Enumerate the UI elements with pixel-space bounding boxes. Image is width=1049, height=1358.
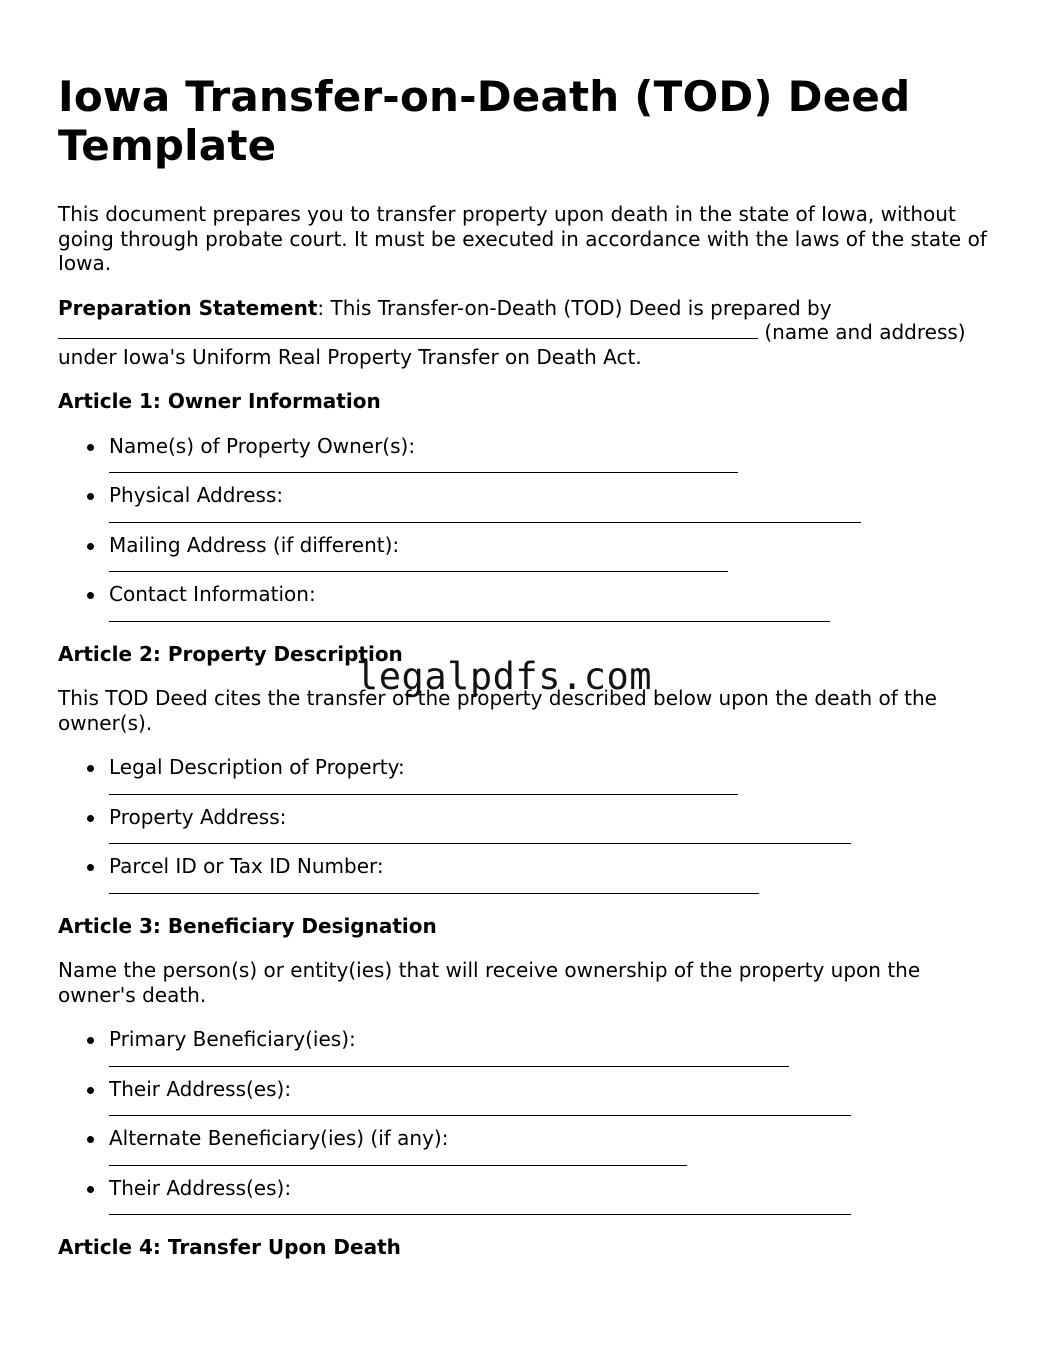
legal-description-blank[interactable] <box>109 780 738 795</box>
list-item <box>58 755 998 795</box>
owner-names-blank[interactable] <box>109 458 738 473</box>
primary-address-label: Their Address(es): <box>109 1076 292 1101</box>
list-item <box>58 582 998 622</box>
list-item <box>58 434 998 474</box>
property-address-blank[interactable] <box>109 829 851 844</box>
document-page <box>58 72 998 1280</box>
preparer-blank[interactable] <box>58 324 758 339</box>
parcel-id-label: Parcel ID or Tax ID Number: <box>109 854 384 878</box>
watermark: legalpdfs.com <box>356 655 653 698</box>
article-2-text: This TOD Deed cites the transfer of the property described below upon the death of the owner(s). <box>58 686 937 735</box>
article-2-heading: Article 2: Property Description <box>58 641 403 666</box>
list-item <box>58 1176 998 1216</box>
list-item <box>58 1126 998 1166</box>
article-2-list <box>58 755 998 894</box>
list-item <box>58 483 998 523</box>
list-item <box>58 533 998 573</box>
list-item <box>58 854 998 894</box>
contact-info-label: Contact Information: <box>109 582 316 606</box>
alternate-address-label: Their Address(es): <box>109 1175 292 1200</box>
parcel-id-blank[interactable] <box>109 879 759 894</box>
preparation-text-before: : This Transfer-on-Death (TOD) Deed is prepared by <box>317 295 832 320</box>
preparation-label: Preparation Statement <box>58 295 318 320</box>
owner-names-label: Name(s) of Property Owner(s): <box>109 433 416 458</box>
article-4-heading: Article 4: Transfer Upon Death <box>58 1235 401 1259</box>
physical-address-label: Physical Address: <box>109 483 284 507</box>
property-address-label: Property Address: <box>109 804 287 829</box>
article-1-heading: Article 1: Owner Information <box>58 389 381 413</box>
mailing-address-label: Mailing Address (if different): <box>109 532 400 557</box>
primary-beneficiary-label: Primary Beneficiary(ies): <box>109 1027 356 1051</box>
physical-address-blank[interactable] <box>109 508 861 523</box>
primary-address-blank[interactable] <box>109 1101 851 1116</box>
mailing-address-blank[interactable] <box>109 557 728 572</box>
preparation-text-after: (name and address) under Iowa's Uniform Real Property Transfer on Death Act. <box>58 320 966 369</box>
list-item <box>58 805 998 845</box>
legal-description-label: Legal Description of Property: <box>109 755 405 779</box>
alternate-beneficiary-blank[interactable] <box>109 1151 687 1166</box>
contact-info-blank[interactable] <box>109 607 830 622</box>
list-item <box>58 1077 998 1117</box>
preparation-statement <box>58 296 998 370</box>
document-title: Iowa Transfer-on-Death (TOD) Deed Template <box>58 72 911 170</box>
primary-beneficiary-blank[interactable] <box>109 1052 789 1067</box>
alternate-beneficiary-label: Alternate Beneficiary(ies) (if any): <box>109 1126 449 1150</box>
article-3-heading: Article 3: Beneficiary Designation <box>58 913 437 938</box>
intro-paragraph: This document prepares you to transfer property upon death in the state of Iowa, without going through probate court. It must be executed in accordance with the laws of the state of Iowa. <box>58 202 987 275</box>
article-1-list <box>58 434 998 622</box>
article-3-text: Name the person(s) or entity(ies) that will receive ownership of the property upon the owner's death. <box>58 958 921 1007</box>
list-item <box>58 1027 998 1067</box>
alternate-address-blank[interactable] <box>109 1200 851 1215</box>
article-3-list <box>58 1027 998 1215</box>
